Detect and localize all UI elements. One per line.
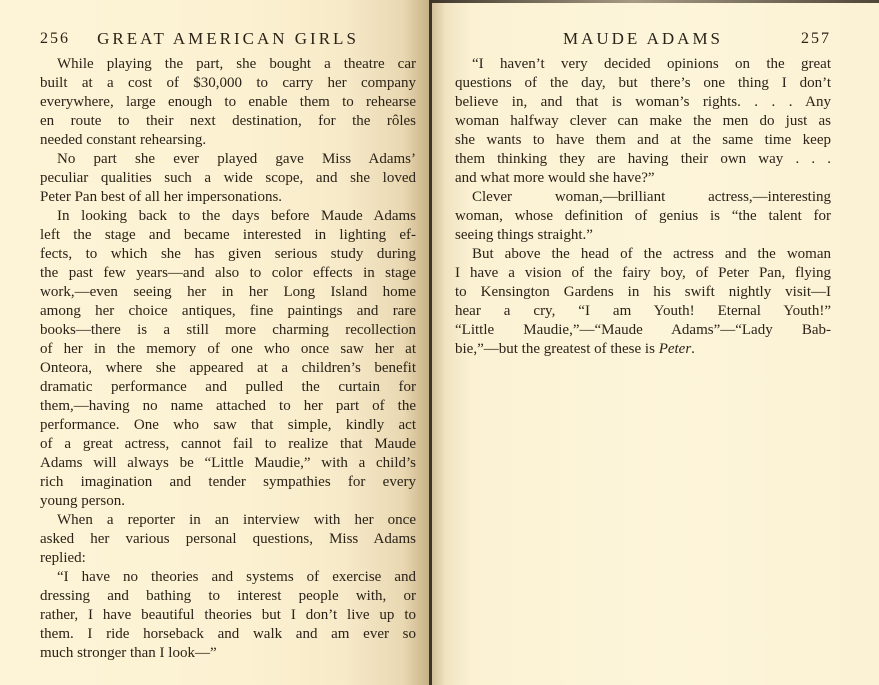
right-running-title: MAUDE ADAMS: [562, 29, 724, 48]
paragraph: [40, 511, 416, 568]
left-page-header: [40, 29, 416, 51]
page-top-edge-shadow: [432, 0, 879, 3]
text-line: of a great actress, cannot fail to realize that Maude: [40, 436, 416, 452]
text-line: In looking back to the days before Maude Adams: [57, 208, 416, 224]
right-page: [432, 0, 879, 685]
text-line: peculiar qualities such a wide scope, and she loved: [40, 170, 416, 186]
text-line: I have a vision of the fairy boy, of Peter Pan, flying: [455, 265, 831, 281]
text-line: to Kensington Gardens in his swift nightly visit—I: [455, 284, 831, 300]
paragraph: [455, 188, 831, 245]
text-line: When a reporter in an interview with her once: [57, 512, 416, 528]
paragraph: [455, 245, 831, 359]
right-page-header: [455, 29, 831, 51]
text-line: books—there is a still more charming recollection: [40, 322, 416, 338]
paragraph: [455, 55, 831, 188]
right-page-body: [455, 55, 831, 359]
text-line: built at a cost of $30,000 to carry her company: [40, 75, 416, 91]
text-line: replied:: [40, 550, 86, 566]
text-line: bie,”—but the greatest of these is Peter.: [455, 341, 695, 357]
text-line: No part she ever played gave Miss Adams’: [57, 151, 416, 167]
text-line: much stronger than I look—”: [40, 645, 217, 661]
text-line: them. I ride horseback and walk and am ever so: [40, 626, 416, 642]
text-line: seeing things straight.”: [455, 227, 593, 243]
text-line: questions of the day, but there’s one thing I don’t: [455, 75, 831, 91]
text-line: “I haven’t very decided opinions on the great: [472, 56, 831, 72]
paragraph: [40, 568, 416, 663]
text-line: needed constant rehearsing.: [40, 132, 207, 148]
text-line: woman, whose definition of genius is “the talent for: [455, 208, 831, 224]
text-line: young person.: [40, 493, 125, 509]
paragraph: [40, 150, 416, 207]
text-line: fects, to which she has given serious study during: [40, 246, 416, 262]
text-line: Clever woman,—brilliant actress,—interesting: [472, 189, 831, 205]
text-line: left the stage and became interested in lighting ef-: [40, 227, 416, 243]
text-line: work,—even seeing her in her Long Island home: [40, 284, 416, 300]
paragraph: [40, 207, 416, 511]
text-line: “Little Maudie,”—“Maude Adams”—“Lady Bab-: [455, 322, 831, 338]
text-line: dressing and bathing to interest people with, or: [40, 588, 416, 604]
left-page: [0, 0, 429, 685]
text-line: en route to their next destination, for the rôles: [40, 113, 416, 129]
page-gutter: [429, 0, 432, 685]
text-line: them thinking they are having their own way . . .: [455, 151, 831, 167]
text-line: “I have no theories and systems of exercise and: [57, 569, 416, 585]
paragraph: [40, 55, 416, 150]
text-line: among her choice antiques, fine paintings and rare: [40, 303, 416, 319]
text-line: Peter Pan best of all her impersonations.: [40, 189, 283, 205]
text-line: rather, I have beautiful theories but I don’t live up to: [40, 607, 416, 623]
text-line: of her in the memory of one who once saw her at: [40, 341, 416, 357]
text-line: While playing the part, she bought a theatre car: [57, 56, 416, 72]
text-line: Adams will always be “Little Maudie,” with a child’s: [40, 455, 416, 471]
text-line: Onteora, where she appeared at a children’s benefit: [40, 360, 416, 376]
text-line: them,—having no name attached to her part of the: [40, 398, 416, 414]
text-line: and what more would she have?”: [455, 170, 655, 186]
text-line: performance. One who saw that simple, kindly act: [40, 417, 416, 433]
text-line: everywhere, large enough to enable them to rehearse: [40, 94, 416, 110]
left-running-title: GREAT AMERICAN GIRLS: [97, 29, 359, 48]
text-line: hear a cry, “I am Youth! Eternal Youth!”: [455, 303, 831, 319]
left-page-body: [40, 55, 416, 663]
text-line: But above the head of the actress and the woman: [472, 246, 831, 262]
text-line: she wants to have them and at the same time keep: [455, 132, 831, 148]
text-line: believe in, and that is woman’s rights. . . . Any: [455, 94, 831, 110]
text-line: dramatic performance and pulled the curtain for: [40, 379, 416, 395]
left-page-number: 256: [40, 30, 70, 47]
text-line: woman halfway clever can make the men do just as: [455, 113, 831, 129]
right-page-number: 257: [801, 30, 831, 47]
text-line: the past few years—and also to color effects in stage: [40, 265, 416, 281]
text-line: rich imagination and tender sympathies for every: [40, 474, 416, 490]
text-line: asked her various personal questions, Miss Adams: [40, 531, 416, 547]
